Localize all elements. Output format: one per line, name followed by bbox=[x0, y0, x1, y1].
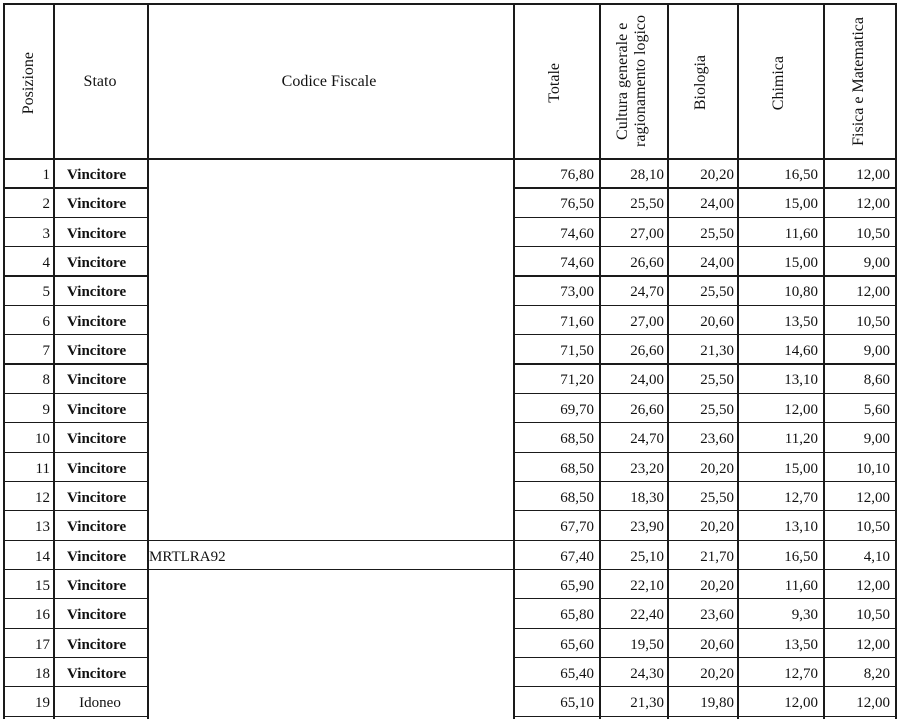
grid-line bbox=[3, 716, 147, 717]
cell-pos: 11 bbox=[35, 460, 50, 477]
cell-pos: 16 bbox=[35, 607, 50, 624]
cell-totale: 68,50 bbox=[560, 460, 594, 477]
cell-totale: 69,70 bbox=[560, 401, 594, 418]
grid-line bbox=[513, 422, 897, 423]
header-cultura-cell bbox=[599, 4, 665, 158]
cell-biologia: 19,80 bbox=[700, 695, 734, 712]
header-biologia: Biologia bbox=[692, 55, 709, 111]
grid-line bbox=[895, 3, 897, 719]
header-totale: Totale bbox=[546, 63, 563, 103]
grid-line bbox=[513, 481, 897, 482]
cell-pos: 15 bbox=[35, 577, 50, 594]
cell-stato: Vincitore bbox=[67, 460, 127, 477]
cell-totale: 65,40 bbox=[560, 665, 594, 682]
grid-line bbox=[3, 334, 147, 335]
grid-line bbox=[513, 393, 897, 394]
grid-line bbox=[513, 187, 897, 188]
cell-totale: 67,70 bbox=[560, 519, 594, 536]
cell-chimica: 10,80 bbox=[784, 284, 818, 301]
cell-chimica: 9,30 bbox=[791, 607, 818, 624]
cell-cultura: 27,00 bbox=[630, 313, 664, 330]
cell-cf: MRTLRA92 bbox=[149, 548, 226, 565]
grid-line bbox=[3, 628, 147, 629]
grid-line bbox=[737, 3, 739, 719]
grid-line bbox=[53, 3, 55, 719]
cell-pos: 8 bbox=[42, 372, 50, 389]
cell-fisica: 10,50 bbox=[856, 225, 890, 242]
cell-biologia: 23,60 bbox=[700, 607, 734, 624]
grid-line bbox=[3, 393, 147, 394]
cell-totale: 71,60 bbox=[560, 313, 594, 330]
cell-cultura: 22,40 bbox=[630, 607, 664, 624]
grid-line bbox=[513, 305, 897, 306]
cell-chimica: 14,60 bbox=[784, 343, 818, 360]
grid-line bbox=[3, 569, 147, 570]
cell-chimica: 15,00 bbox=[784, 196, 818, 213]
cell-chimica: 12,70 bbox=[784, 489, 818, 506]
cell-pos: 18 bbox=[35, 665, 50, 682]
grid-line bbox=[513, 657, 897, 658]
grid-line bbox=[513, 540, 897, 541]
cell-totale: 65,90 bbox=[560, 577, 594, 594]
cell-cultura: 25,50 bbox=[630, 196, 664, 213]
cell-stato: Vincitore bbox=[67, 401, 127, 418]
cell-fisica: 5,60 bbox=[863, 401, 890, 418]
grid-line bbox=[3, 187, 147, 188]
grid-line bbox=[513, 628, 897, 629]
cell-cultura: 24,00 bbox=[630, 372, 664, 389]
cell-totale: 74,60 bbox=[560, 255, 594, 272]
cell-cultura: 25,10 bbox=[630, 548, 664, 565]
cell-biologia: 21,70 bbox=[700, 548, 734, 565]
cell-pos: 14 bbox=[35, 548, 50, 565]
cell-biologia: 20,20 bbox=[700, 665, 734, 682]
cell-pos: 17 bbox=[35, 636, 50, 653]
cell-chimica: 11,60 bbox=[784, 577, 818, 594]
cell-stato: Vincitore bbox=[67, 372, 127, 389]
grid-line bbox=[3, 158, 897, 160]
cell-chimica: 13,10 bbox=[784, 519, 818, 536]
grid-line bbox=[3, 452, 147, 453]
cell-totale: 65,80 bbox=[560, 607, 594, 624]
cell-chimica: 15,00 bbox=[784, 460, 818, 477]
header-posizione-cell bbox=[5, 8, 53, 158]
header-fisica-cell bbox=[823, 4, 895, 158]
cell-chimica: 12,70 bbox=[784, 665, 818, 682]
cell-fisica: 12,00 bbox=[856, 489, 890, 506]
cell-pos: 10 bbox=[35, 431, 50, 448]
cell-biologia: 25,50 bbox=[700, 489, 734, 506]
cell-totale: 68,50 bbox=[560, 489, 594, 506]
cell-cultura: 22,10 bbox=[630, 577, 664, 594]
grid-line bbox=[3, 510, 147, 511]
cell-fisica: 10,50 bbox=[856, 607, 890, 624]
grid-line bbox=[513, 569, 897, 570]
cell-pos: 3 bbox=[42, 225, 50, 242]
cell-biologia: 25,50 bbox=[700, 284, 734, 301]
cell-stato: Vincitore bbox=[67, 313, 127, 330]
cell-fisica: 4,10 bbox=[863, 548, 890, 565]
cell-cultura: 26,60 bbox=[630, 401, 664, 418]
grid-line bbox=[3, 422, 147, 423]
cell-totale: 71,20 bbox=[560, 372, 594, 389]
cell-pos: 1 bbox=[42, 167, 50, 183]
cell-totale: 76,50 bbox=[560, 196, 594, 213]
cell-stato: Vincitore bbox=[67, 284, 127, 301]
grid-line bbox=[513, 3, 515, 719]
cell-chimica: 11,20 bbox=[784, 431, 818, 448]
cell-totale: 73,00 bbox=[560, 284, 594, 301]
cell-pos: 6 bbox=[42, 313, 50, 330]
cell-stato: Vincitore bbox=[67, 489, 127, 506]
cell-cultura: 24,70 bbox=[630, 431, 664, 448]
cell-stato: Idoneo bbox=[79, 695, 121, 712]
header-fisica: Fisica e Matematica bbox=[850, 16, 867, 146]
cell-cultura: 24,70 bbox=[630, 284, 664, 301]
cell-cultura: 24,30 bbox=[630, 665, 664, 682]
grid-line bbox=[3, 540, 147, 541]
cell-biologia: 20,20 bbox=[700, 167, 734, 183]
cell-cultura: 26,60 bbox=[630, 343, 664, 360]
grid-line bbox=[3, 363, 147, 364]
cell-fisica: 10,10 bbox=[856, 460, 890, 477]
cell-biologia: 20,20 bbox=[700, 577, 734, 594]
header-biologia-cell bbox=[667, 8, 735, 158]
grid-line bbox=[513, 246, 897, 247]
header-codice-fiscale: Codice Fiscale bbox=[281, 73, 377, 90]
cell-fisica: 9,00 bbox=[863, 431, 890, 448]
cell-fisica: 12,00 bbox=[856, 167, 890, 183]
grid-line bbox=[513, 452, 897, 453]
cell-fisica: 10,50 bbox=[856, 313, 890, 330]
cell-cultura: 19,50 bbox=[630, 636, 664, 653]
cell-biologia: 20,60 bbox=[700, 313, 734, 330]
cell-fisica: 12,00 bbox=[856, 695, 890, 712]
cell-totale: 65,60 bbox=[560, 636, 594, 653]
cell-stato: Vincitore bbox=[67, 255, 127, 272]
cell-chimica: 16,50 bbox=[784, 548, 818, 565]
cell-stato: Vincitore bbox=[67, 431, 127, 448]
cell-biologia: 23,60 bbox=[700, 431, 734, 448]
grid-line bbox=[599, 3, 601, 719]
cell-chimica: 13,50 bbox=[784, 313, 818, 330]
grid-line bbox=[147, 569, 513, 570]
cell-cultura: 27,00 bbox=[630, 225, 664, 242]
cell-fisica: 8,60 bbox=[863, 372, 890, 389]
cell-biologia: 20,20 bbox=[700, 519, 734, 536]
cell-stato: Vincitore bbox=[67, 225, 127, 242]
grid-line bbox=[3, 305, 147, 306]
grid-line bbox=[513, 716, 897, 717]
cell-chimica: 12,00 bbox=[784, 401, 818, 418]
cell-stato: Vincitore bbox=[67, 343, 127, 360]
cell-chimica: 16,50 bbox=[784, 167, 818, 183]
grid-line bbox=[147, 3, 149, 719]
cell-totale: 71,50 bbox=[560, 343, 594, 360]
cell-pos: 4 bbox=[42, 255, 50, 272]
cell-biologia: 24,00 bbox=[700, 196, 734, 213]
cell-chimica: 13,50 bbox=[784, 636, 818, 653]
cell-stato: Vincitore bbox=[67, 577, 127, 594]
grid-line bbox=[513, 275, 897, 276]
cell-fisica: 12,00 bbox=[856, 284, 890, 301]
cell-totale: 68,50 bbox=[560, 431, 594, 448]
cell-chimica: 11,60 bbox=[784, 225, 818, 242]
cell-biologia: 25,50 bbox=[700, 401, 734, 418]
cell-stato: Vincitore bbox=[67, 636, 127, 653]
cell-stato: Vincitore bbox=[67, 167, 127, 183]
header-cultura: Cultura generale e ragionamento logico bbox=[614, 15, 649, 147]
header-stato: Stato bbox=[83, 73, 117, 90]
grid-line bbox=[513, 510, 897, 511]
cell-pos: 9 bbox=[42, 401, 50, 418]
header-chimica: Chimica bbox=[770, 55, 787, 111]
header-posizione: Posizione bbox=[20, 51, 37, 115]
cell-cultura: 23,90 bbox=[630, 519, 664, 536]
cell-fisica: 10,50 bbox=[856, 519, 890, 536]
grid-line bbox=[513, 686, 897, 687]
cell-pos: 13 bbox=[35, 519, 50, 536]
cell-biologia: 25,50 bbox=[700, 225, 734, 242]
cell-pos: 2 bbox=[42, 196, 50, 213]
cell-stato: Vincitore bbox=[67, 665, 127, 682]
cell-stato: Vincitore bbox=[67, 196, 127, 213]
cell-totale: 74,60 bbox=[560, 225, 594, 242]
grid-line bbox=[3, 657, 147, 658]
header-totale-cell bbox=[513, 8, 597, 158]
grid-line bbox=[3, 3, 5, 719]
cell-stato: Vincitore bbox=[67, 519, 127, 536]
cell-cultura: 28,10 bbox=[630, 167, 664, 183]
header-chimica-cell bbox=[737, 8, 821, 158]
cell-stato: Vincitore bbox=[67, 607, 127, 624]
grid-line bbox=[3, 598, 147, 599]
grid-line bbox=[3, 481, 147, 482]
grid-line bbox=[3, 246, 147, 247]
cell-totale: 67,40 bbox=[560, 548, 594, 565]
cell-fisica: 12,00 bbox=[856, 196, 890, 213]
cell-cultura: 26,60 bbox=[630, 255, 664, 272]
cell-fisica: 9,00 bbox=[863, 255, 890, 272]
grid-line bbox=[513, 334, 897, 335]
grid-line bbox=[667, 3, 669, 719]
grid-line bbox=[3, 217, 147, 218]
cell-biologia: 24,00 bbox=[700, 255, 734, 272]
grid-line bbox=[823, 3, 825, 719]
cell-pos: 7 bbox=[42, 343, 50, 360]
cell-chimica: 15,00 bbox=[784, 255, 818, 272]
cell-cultura: 18,30 bbox=[630, 489, 664, 506]
grid-line bbox=[513, 598, 897, 599]
cell-stato: Vincitore bbox=[67, 548, 127, 565]
grid-line bbox=[513, 217, 897, 218]
cell-pos: 5 bbox=[42, 284, 50, 301]
cell-chimica: 13,10 bbox=[784, 372, 818, 389]
cell-fisica: 8,20 bbox=[863, 665, 890, 682]
cell-fisica: 12,00 bbox=[856, 577, 890, 594]
grid-line bbox=[3, 686, 147, 687]
cell-fisica: 12,00 bbox=[856, 636, 890, 653]
cell-totale: 65,10 bbox=[560, 695, 594, 712]
cell-totale: 76,80 bbox=[560, 167, 594, 183]
cell-cultura: 23,20 bbox=[630, 460, 664, 477]
cell-biologia: 21,30 bbox=[700, 343, 734, 360]
cell-cultura: 21,30 bbox=[630, 695, 664, 712]
grid-line bbox=[513, 363, 897, 364]
cell-biologia: 25,50 bbox=[700, 372, 734, 389]
grid-line bbox=[3, 3, 897, 5]
cell-biologia: 20,20 bbox=[700, 460, 734, 477]
cell-pos: 19 bbox=[35, 695, 50, 712]
cell-pos: 12 bbox=[35, 489, 50, 506]
cell-biologia: 20,60 bbox=[700, 636, 734, 653]
cell-chimica: 12,00 bbox=[784, 695, 818, 712]
cell-fisica: 9,00 bbox=[863, 343, 890, 360]
grid-line bbox=[147, 540, 513, 541]
grid-line bbox=[3, 275, 147, 276]
